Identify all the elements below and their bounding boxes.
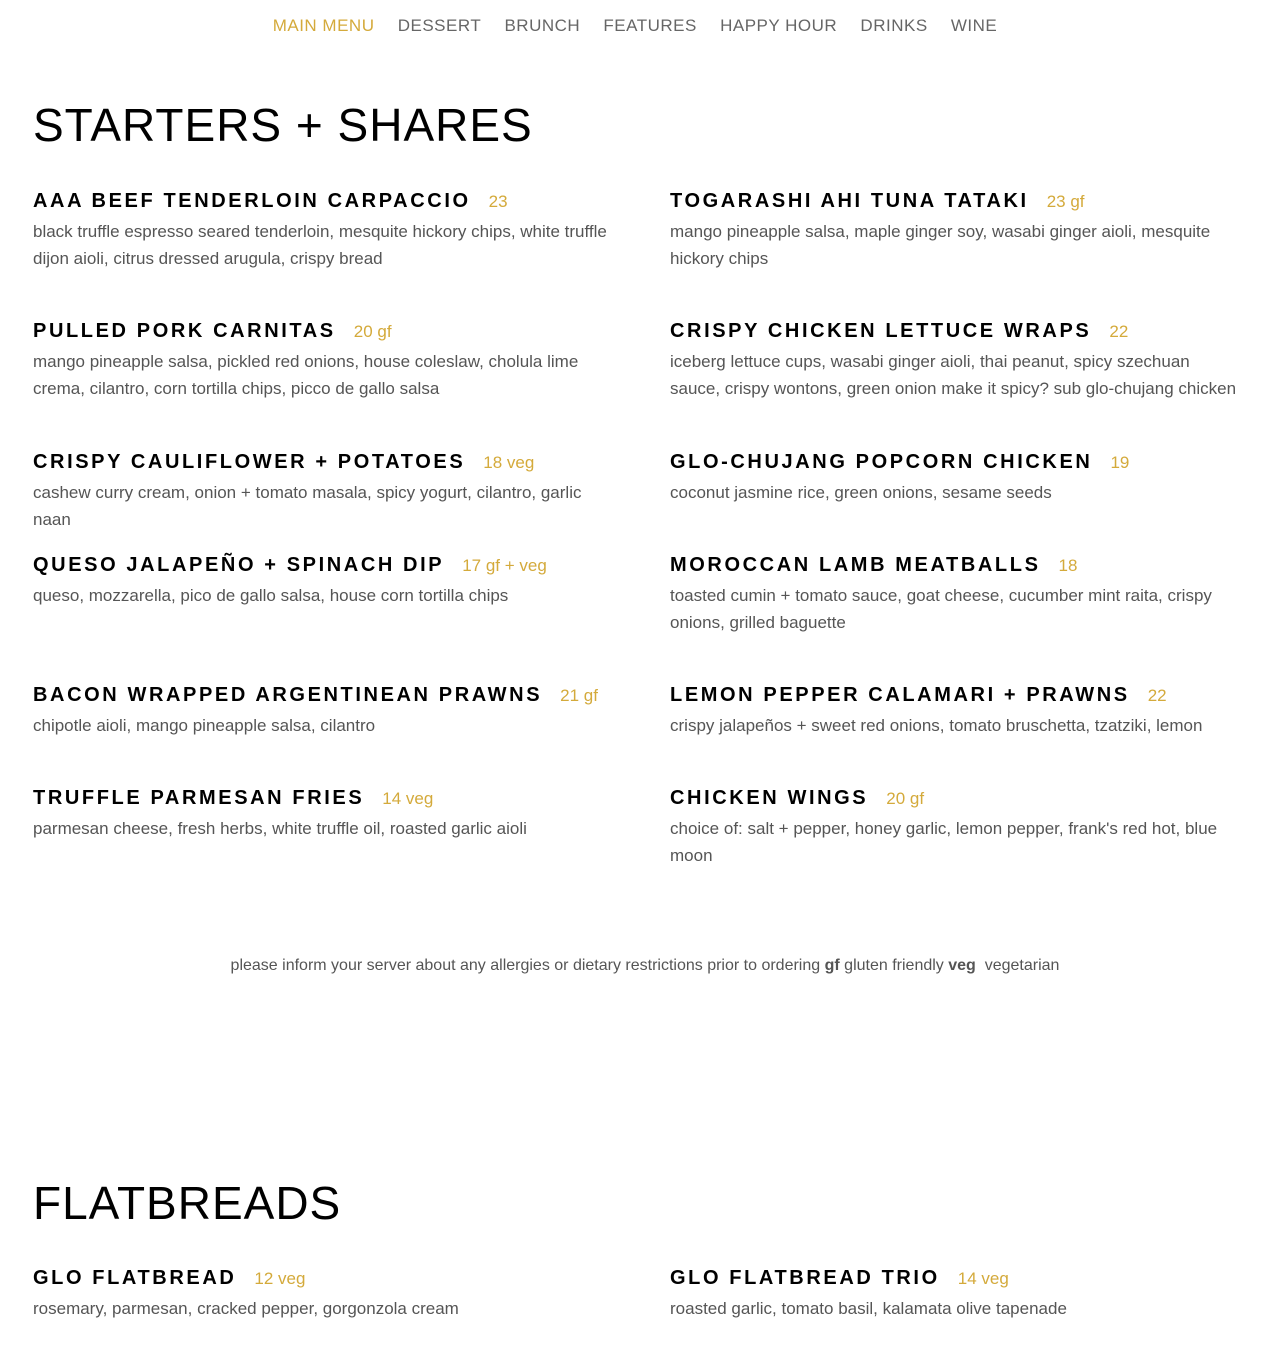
veg-label: vegetarian [984,957,1060,974]
item-name: CRISPY CAULIFLOWER + POTATOES [33,451,466,473]
item-price: 22 [1147,686,1167,705]
gf-label: gluten friendly [844,957,944,974]
item-price: 18 veg [483,453,535,472]
menu-item-queso-dip [33,554,633,609]
item-description: toasted cumin + tomato sauce, goat cheese, cucumber mint raita, crispy onions, grilled baguette [670,586,1212,632]
item-description: cashew curry cream, onion + tomato masala, spicy yogurt, cilantro, garlic naan [33,483,582,529]
menu-item-truffle-fries [33,787,633,842]
item-description: coconut jasmine rice, green onions, sesame seeds [670,483,1052,502]
note-text: please inform your server about any allergies or dietary restrictions prior to ordering [230,957,821,974]
item-name: MOROCCAN LAMB MEATBALLS [670,554,1041,576]
item-description: mango pineapple salsa, pickled red onions, house coleslaw, cholula lime crema, cilantro, corn tortilla chips, picco de gallo salsa [33,352,579,398]
menu-item-lamb-meatballs [670,554,1270,636]
gf-key: gf [824,957,840,974]
nav-main-menu[interactable]: MAIN MENU [272,16,375,35]
item-description: roasted garlic, tomato basil, kalamata olive tapenade [670,1299,1067,1318]
item-price: 23 gf [1046,192,1085,211]
menu-item-lettuce-wraps [670,320,1270,402]
item-description: iceberg lettuce cups, wasabi ginger aioli, thai peanut, spicy szechuan sauce, crispy wontons, green onion make it spicy? sub glo-chujang chicken [670,352,1237,398]
veg-key: veg [948,957,976,974]
menu-nav [0,16,1270,36]
item-price: 21 gf [560,686,598,705]
nav-drinks[interactable]: DRINKS [860,16,928,35]
item-price: 20 gf [353,322,392,341]
item-name: QUESO JALAPEÑO + SPINACH DIP [33,554,445,576]
item-description: queso, mozzarella, pico de gallo salsa, house corn tortilla chips [33,586,509,605]
menu-item-pork-carnitas [33,320,633,402]
item-description: chipotle aioli, mango pineapple salsa, cilantro [33,716,376,735]
item-description: black truffle espresso seared tenderloin, mesquite hickory chips, white truffle dijon aioli, citrus dressed arugula, crispy bread [33,222,607,268]
item-price: 23 [488,192,508,211]
item-name: TRUFFLE PARMESAN FRIES [33,787,365,809]
menu-item-popcorn-chicken [670,451,1270,506]
menu-item-beef-carpaccio [33,190,633,272]
item-name: CRISPY CHICKEN LETTUCE WRAPS [670,320,1092,342]
item-name: CHICKEN WINGS [670,787,869,809]
item-description: crispy jalapeños + sweet red onions, tomato bruschetta, tzatziki, lemon [670,716,1203,735]
item-name: PULLED PORK CARNITAS [33,320,336,342]
nav-happy-hour[interactable]: HAPPY HOUR [720,16,838,35]
item-price: 17 gf + veg [462,556,547,575]
section-title-starters: STARTERS + SHARES [33,99,533,151]
item-price: 14 veg [957,1269,1009,1288]
item-name: BACON WRAPPED ARGENTINEAN PRAWNS [33,684,543,706]
section-title-flatbreads: FLATBREADS [33,1177,342,1229]
item-description: rosemary, parmesan, cracked pepper, gorgonzola cream [33,1299,459,1318]
menu-item-flatbread-trio [670,1267,1270,1322]
item-name: GLO FLATBREAD [33,1267,237,1289]
menu-item-glo-flatbread [33,1267,633,1322]
menu-item-calamari [670,684,1270,739]
nav-wine[interactable]: WINE [950,16,998,35]
item-price: 14 veg [382,789,434,808]
nav-brunch[interactable]: BRUNCH [504,16,581,35]
menu-item-ahi-tuna [670,190,1270,272]
nav-dessert[interactable]: DESSERT [397,16,482,35]
item-name: GLO-CHUJANG POPCORN CHICKEN [670,451,1093,473]
item-price: 12 veg [254,1269,306,1288]
nav-features[interactable]: FEATURES [603,16,697,35]
item-name: GLO FLATBREAD TRIO [670,1267,940,1289]
item-price: 20 gf [886,789,925,808]
menu-item-chicken-wings [670,787,1270,869]
item-price: 22 [1109,322,1129,341]
item-description: parmesan cheese, fresh herbs, white truffle oil, roasted garlic aioli [33,819,527,838]
item-name: LEMON PEPPER CALAMARI + PRAWNS [670,684,1130,706]
item-price: 19 [1110,453,1130,472]
item-name: TOGARASHI AHI TUNA TATAKI [670,190,1029,212]
menu-item-cauliflower [33,451,633,533]
dietary-note [0,957,1270,975]
item-name: AAA BEEF TENDERLOIN CARPACCIO [33,190,471,212]
item-description: mango pineapple salsa, maple ginger soy, wasabi ginger aioli, mesquite hickory chips [670,222,1211,268]
menu-item-bacon-prawns [33,684,633,739]
item-description: choice of: salt + pepper, honey garlic, lemon pepper, frank's red hot, blue moon [670,819,1218,865]
item-price: 18 [1058,556,1078,575]
